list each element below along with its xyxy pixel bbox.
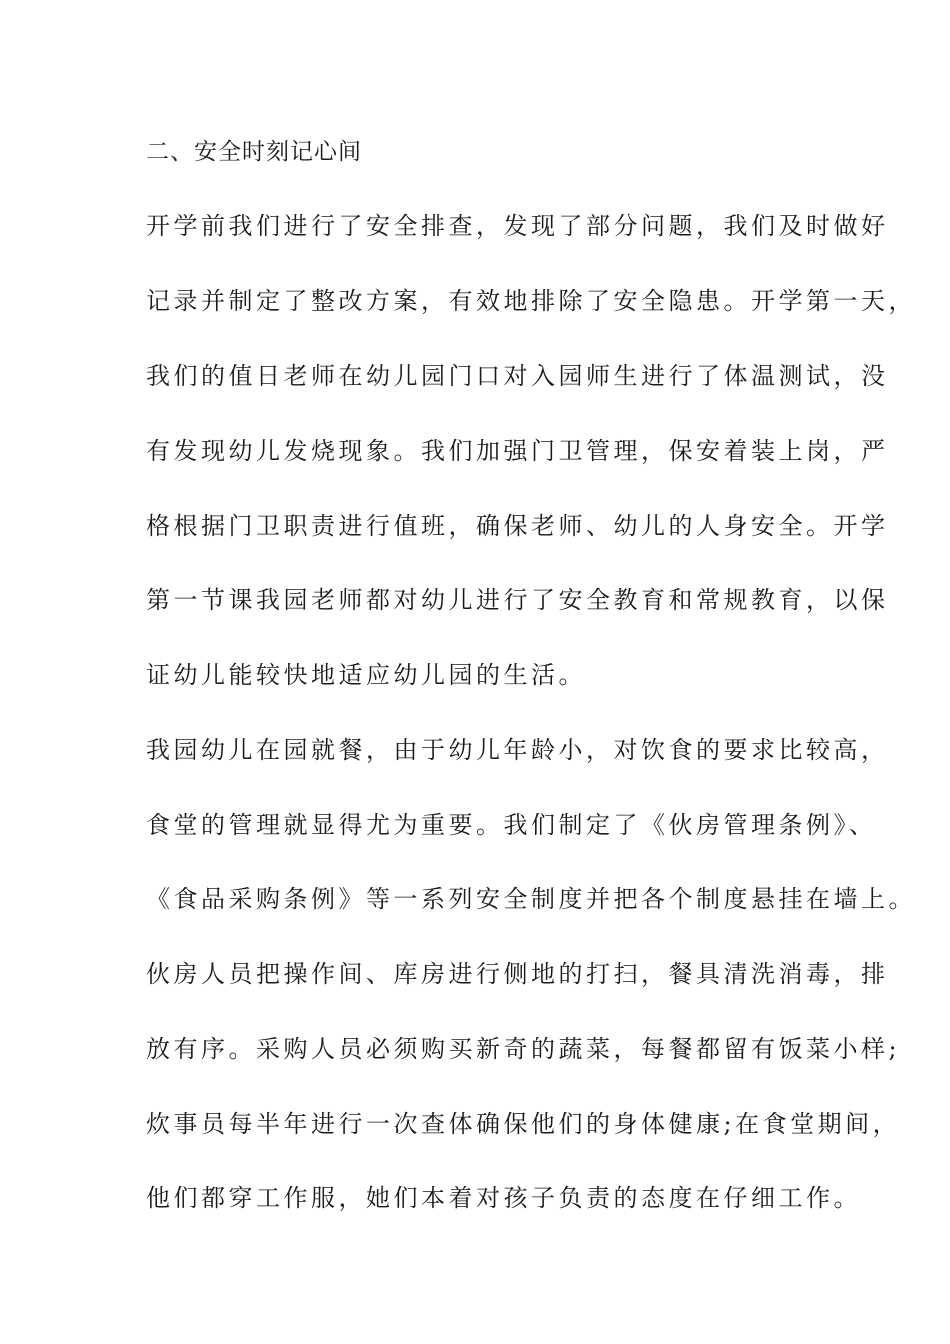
body-line: 记录并制定了整改方案，有效地排除了安全隐患。开学第一天，: [146, 287, 916, 315]
body-line: 他们都穿工作服，她们本着对孩子负责的态度在仔细工作。: [146, 1184, 861, 1212]
body-line: 第一节课我园老师都对幼儿进行了安全教育和常规教育，以保: [146, 586, 889, 614]
body-line: 证幼儿能较快地适应幼儿园的生活。: [146, 661, 586, 689]
section-heading: 二、安全时刻记心间: [146, 139, 362, 165]
body-line: 炊事员每半年进行一次查体确保他们的身体健康;在食堂期间，: [146, 1110, 901, 1138]
body-line: 食堂的管理就显得尤为重要。我们制定了《伙房管理条例》、: [146, 811, 877, 839]
body-line: 开学前我们进行了安全排查，发现了部分问题，我们及时做好: [146, 212, 889, 240]
body-line: 放有序。采购人员必须购买新奇的蔬菜，每餐都留有饭菜小样;: [146, 1035, 901, 1063]
body-line: 我园幼儿在园就餐，由于幼儿年龄小，对饮食的要求比较高，: [146, 736, 889, 764]
body-line: 《食品采购条例》等一系列安全制度并把各个制度悬挂在墙上。: [146, 885, 916, 913]
body-line: 我们的值日老师在幼儿园门口对入园师生进行了体温测试，没: [146, 362, 889, 390]
body-line: 格根据门卫职责进行值班，确保老师、幼儿的人身安全。开学: [146, 512, 889, 540]
body-line: 伙房人员把操作间、库房进行侧地的打扫，餐具清洗消毒，排: [146, 960, 889, 988]
body-line: 有发现幼儿发烧现象。我们加强门卫管理，保安着装上岗，严: [146, 437, 889, 465]
